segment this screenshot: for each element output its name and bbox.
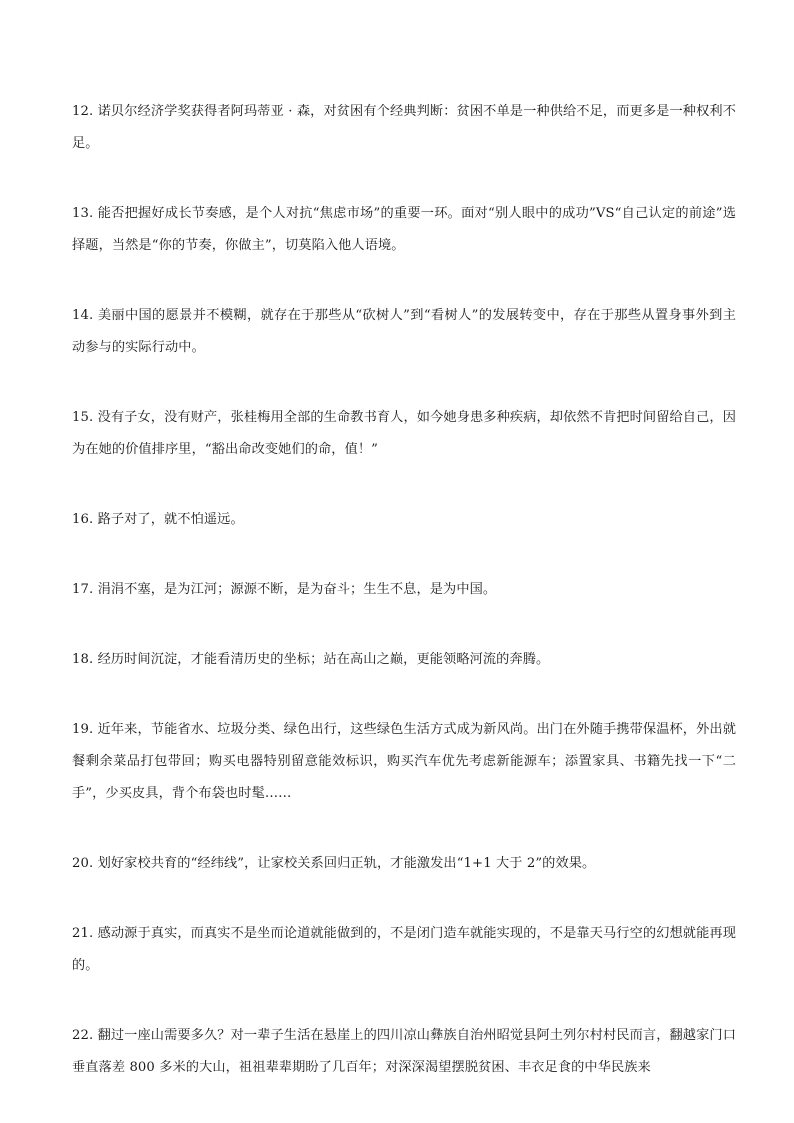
paragraph-16: 16. 路子对了，就不怕遥远。: [72, 512, 244, 527]
paragraph-12: 12. 诺贝尔经济学奖获得者阿玛蒂亚 · 森，对贫困有个经典判断：贫困不单是一种供给不足，而更多是一种权利不足。: [72, 104, 736, 151]
paragraph-15: 15. 没有子女，没有财产，张桂梅用全部的生命教书育人，如今她身患多种疾病，却依然不肯把时间留给自己，因为在她的价值排序里，“豁出命改变她们的命，值！”: [72, 410, 736, 457]
paragraph-18: 18. 经历时间沉淀，才能看清历史的坐标；站在高山之巅，更能领略河流的奔腾。: [72, 652, 550, 667]
paragraph-13: 13. 能否把握好成长节奏感，是个人对抗“焦虑市场”的重要一环。面对“别人眼中的成功”VS“自己认定的前途”选择题，当然是“你的节奏，你做主”，切莫陷入他人语境。: [72, 206, 736, 253]
paragraph-21: 21. 感动源于真实，而真实不是坐而论道就能做到的，不是闭门造车就能实现的，不是靠天马行空的幻想就能再现的。: [72, 926, 736, 973]
paragraph-14: 14. 美丽中国的愿景并不模糊，就存在于那些从“砍树人”到“看树人”的发展转变中，存在于那些从置身事外到主动参与的实际行动中。: [72, 308, 736, 355]
paragraph-17: 17. 涓涓不塞，是为江河；源源不断，是为奋斗；生生不息，是为中国。: [72, 582, 497, 597]
paragraph-22: 22. 翻过一座山需要多久？对一辈子生活在悬崖上的四川凉山彝族自治州昭觉县阿土列尔村村民而言，翻越家门口垂直落差 800 多米的大山，祖祖辈辈期盼了几百年；对深深渴望摆脱贫困、丰衣足食的中华民族来: [72, 1028, 736, 1075]
document-body: [72, 96, 736, 1122]
paragraph-20: 20. 划好家校共育的“经纬线”，让家校关系回归正轨，才能激发出“1+1 大于 2”的效果。: [72, 856, 596, 871]
paragraph-19: 19. 近年来，节能省水、垃圾分类、绿色出行，这些绿色生活方式成为新风尚。出门在外随手携带保温杯，外出就餐剩余菜品打包带回；购买电器特别留意能效标识，购买汽车优先考虑新能源车；添置家具、书籍先找一下“二手”，少买皮具，背个布袋也时髦……: [72, 722, 736, 801]
